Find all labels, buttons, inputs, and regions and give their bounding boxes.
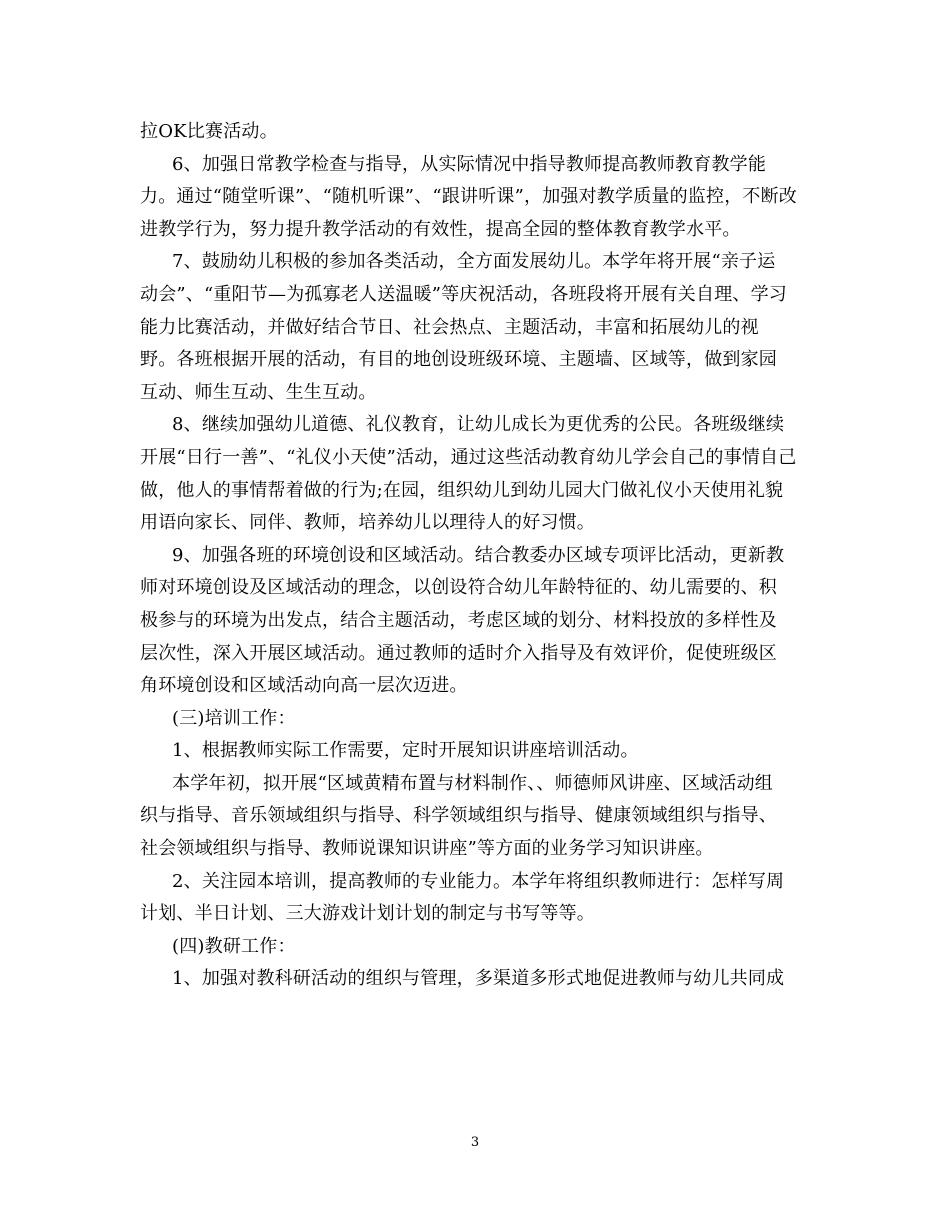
paragraph-line: 层次性，深入开展区域活动。通过教师的适时介入指导及有效评价，促使班级区 [140,642,777,664]
paragraph-line: 社会领域组织与指导、教师说课知识讲座”等方面的业务学习知识讲座。 [140,838,714,860]
paragraph-line: 1、根据教师实际工作需要，定时开展知识讲座培训活动。 [172,740,639,762]
page-number: 3 [470,1135,480,1150]
paragraph-line: 角环境创设和区域活动向高一层次迈进。 [140,675,468,697]
paragraph-line: 9、加强各班的环境创设和区域活动。结合教委办区域专项评比活动，更新教 [172,544,785,566]
paragraph-line: 做，他人的事情帮着做的行为;在园，组织幼儿到幼儿园大门做礼仪小天使用礼貌 [140,479,784,501]
document-body [140,116,815,996]
paragraph-line: 1、加强对教科研活动的组织与管理，多渠道多形式地促进教师与幼儿共同成 [172,968,785,990]
paragraph-line: 极参与的环境为出发点，结合主题活动，考虑区域的划分、材料投放的多样性及 [140,609,777,631]
paragraph-line: 拉OK比赛活动。 [140,121,278,142]
paragraph-line: 力。通过“随堂听课”、“随机听课”、“跟讲听课”，加强对教学质量的监控，不断改 [140,186,798,208]
paragraph-line: 计划、半日计划、三大游戏计划计划的制定与书写等等。 [140,903,595,925]
paragraph-line: 能力比赛活动，并做好结合节日、社会热点、主题活动，丰富和拓展幼儿的视 [140,316,759,338]
paragraph-line: 互动、师生互动、生生互动。 [140,381,377,403]
paragraph-line: 本学年初，拟开展“区域黄精布置与材料制作、、师德师风讲座、区域活动组 [172,772,773,794]
paragraph-line: 7、鼓励幼儿积极的参加各类活动，全方面发展幼儿。本学年将开展“亲子运 [172,251,776,273]
paragraph-line: 开展“日行一善”、“礼仪小天使”活动，通过这些活动教育幼儿学会自己的事情自己 [140,446,797,468]
paragraph-line: 野。各班根据开展的活动，有目的地创设班级环境、主题墙、区域等，做到家园 [140,349,777,371]
paragraph-line: 6、加强日常教学检查与指导，从实际情况中指导教师提高教师教育教学能 [172,153,767,175]
paragraph-line: 用语向家长、同伴、教师，培养幼儿以理待人的好习惯。 [140,512,595,534]
section-heading: (三)培训工作： [172,707,296,729]
paragraph-line: 8、继续加强幼儿道德、礼仪教育，让幼儿成长为更优秀的公民。各班级继续 [172,414,785,436]
paragraph-line: 师对环境创设及区域活动的理念，以创设符合幼儿年龄特征的、幼儿需要的、积 [140,577,777,599]
paragraph-line: 织与指导、音乐领域组织与指导、科学领域组织与指导、健康领域组织与指导、 [140,805,777,827]
paragraph-line: 2、关注园本培训，提高教师的专业能力。本学年将组织教师进行：怎样写周 [172,870,785,892]
section-heading: (四)教研工作： [172,935,296,957]
paragraph-line: 进教学行为，努力提升教学活动的有效性，提高全园的整体教育教学水平。 [140,218,741,240]
paragraph-line: 动会”、“重阳节—为孤寡老人送温暖”等庆祝活动，各班段将开展有关自理、学习 [140,283,788,305]
